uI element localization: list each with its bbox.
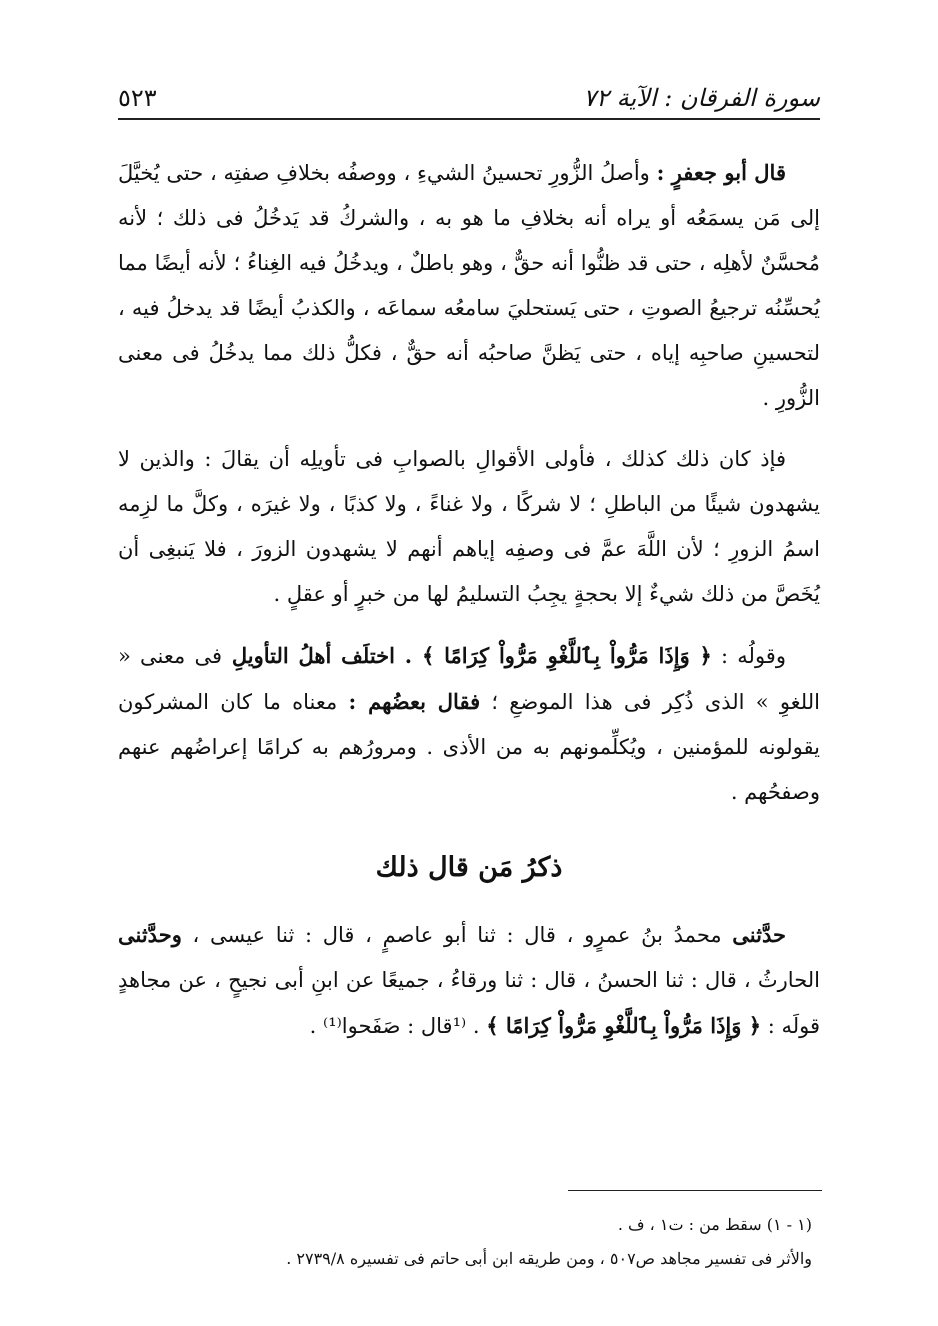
paragraph-text: الحارثُ ، قال : ثنا الحسنُ ، قال : ثنا ورقاءُ ، جميعًا عن ابنِ أبى نجيحٍ ، عن مجاهدٍ قولَه : [118, 968, 820, 1038]
main-text [118, 150, 820, 1065]
paragraph-2 [118, 437, 820, 617]
footnotes [118, 1208, 820, 1276]
paragraph-text: فإذ كان ذلك كذلك ، فأولى الأقوالِ بالصوابِ فى تأويلِه أن يقالَ : والذين لا يشهدون شيئًا من الباطلِ ؛ لا شركًا ، ولا غناءً ، ولا كذبًا ، ولا غيرَه ، وكلَّ ما لزِمه اسمُ الزورِ ؛ لأن اللَّهَ عمَّ فى وصفِه إياهم أنهم لا يشهدون الزورَ ، فلا يَنبغِى أن يُخَصَّ من ذلك شيءٌ إلا بحجةٍ يجِبُ التسليمُ لها من خبرٍ أو عقلٍ . [118, 447, 820, 606]
paragraph-lead: قال أبو جعفرٍ : [656, 160, 786, 185]
section-heading: ذكرُ مَن قال ذلك [375, 852, 563, 883]
quran-verse: ﴿ وَإِذَا مَرُّواْ بِٱللَّغْوِ مَرُّواْ كِرَامًا ﴾ [421, 643, 712, 668]
narration-lead: وحدَّثنى [118, 922, 182, 947]
paragraph-text: وقولُه : [711, 644, 786, 668]
footnote-2: والأثر فى تفسير مجاهد ص٥٠٧ ، ومن طريقه ابن أبى حاتم فى تفسيره ٢٧٣٩/٨ . [286, 1249, 812, 1268]
page-header [118, 72, 820, 112]
paragraph-text: . ⁽¹قال : صَفَحوا⁽¹⁾ . [309, 1014, 487, 1038]
paragraph-3 [118, 633, 820, 815]
paragraph-1 [118, 150, 820, 421]
quran-verse: ﴿ وَإِذَا مَرُّواْ بِٱللَّغْوِ مَرُّواْ كِرَامًا ﴾ [486, 1013, 762, 1038]
paragraph-text: معناه ما كان المشركون يقولونه للمؤمنين ، ويُكلِّمونهم به من الأذى . ومرورُهم به كرامًا إعراضُهم عنهم وصفحُهم . [118, 690, 820, 804]
page-number: ٥٢٣ [118, 84, 157, 112]
footnote-1: (١ - ١) سقط من : ت١ ، ف . [617, 1215, 812, 1234]
narration-lead: حدَّثنى [732, 922, 786, 947]
bold-phrase: . اختلَف أهلُ التأويلِ [222, 643, 422, 668]
footnote-rule [568, 1190, 822, 1191]
header-rule [118, 118, 820, 120]
running-title: سورة الفرقان : الآية ٧٢ [583, 84, 820, 112]
hadith-paragraph [118, 912, 820, 1049]
paragraph-text: محمدُ بنُ عمرٍو ، قال : ثنا أبو عاصمٍ ، قال : ثنا عيسى ، [181, 923, 733, 947]
bold-phrase: فقال بعضُهم : [348, 689, 481, 714]
paragraph-text: وأصلُ الزُّورِ تحسينُ الشيءِ ، ووصفُه بخلافِ صفتِه ، حتى يُخيَّلَ إلى مَن يسمَعُه أو يراه أنه بخلافِ ما هو به ، والشركُ قد يَدخُلُ فى ذلك ؛ لأنه مُحسَّنٌ لأهلِه ، حتى قد ظنُّوا أنه حقٌّ ، وهو باطلٌ ، ويدخُلُ فيه الغِناءُ ؛ لأنه أيضًا مما يُحسِّنُه ترجيعُ الصوتِ ، حتى يَستحليَ سامعُه سماعَه ، والكذبُ أيضًا قد يدخلُ فيه ، لتحسينِ صاحبِه إياه ، حتى يَظنَّ صاحبُه أنه حقٌّ ، فكلُّ ذلك مما يدخُلُ فى معنى الزُّورِ . [118, 161, 820, 410]
paragraph-text: فى معنى « اللغوِ » الذى ذُكِر فى هذا الموضعِ ؛ [118, 644, 820, 714]
